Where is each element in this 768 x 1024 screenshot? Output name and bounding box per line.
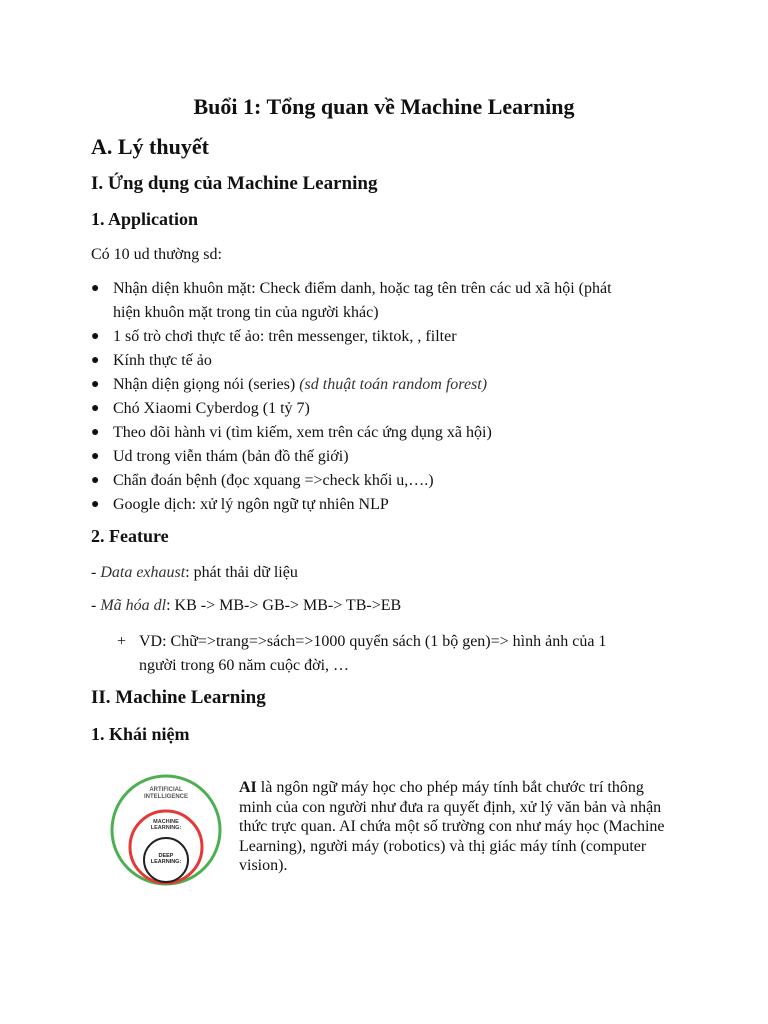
- list-item: [91, 373, 612, 397]
- feature-dash: -: [91, 597, 101, 614]
- example-line-2: người trong 60 năm cuộc đời, …: [139, 657, 350, 674]
- list-item: [91, 445, 612, 469]
- heading-concept: 1. Khái niệm: [91, 724, 190, 744]
- dl-label: DEEP: [158, 853, 174, 859]
- heading-machine-learning: II. Machine Learning: [91, 687, 266, 708]
- list-item: [91, 469, 612, 493]
- feature-dash: -: [91, 564, 101, 581]
- list-item-text: Kính thực tế ảo: [113, 352, 212, 369]
- ai-label: ARTIFICIAL: [149, 787, 183, 793]
- heading-feature: 2. Feature: [91, 526, 169, 546]
- feature-definition: : KB -> MB-> GB-> MB-> TB->EB: [166, 597, 402, 614]
- intro-text: Có 10 ud thường sd:: [91, 246, 222, 263]
- example-item: [117, 630, 677, 680]
- heading-application: 1. Application: [91, 209, 199, 229]
- bullet-icon: ●: [91, 401, 100, 416]
- list-item: [91, 349, 612, 373]
- bullet-icon: ●: [91, 497, 100, 512]
- list-item-text: Chẩn đoán bệnh (đọc xquang =>check khối u,….): [113, 472, 434, 489]
- feature-line-data-exhaust: [91, 564, 298, 582]
- feature-definition: : phát thải dữ liệu: [185, 564, 298, 581]
- ai-term: AI: [239, 779, 257, 796]
- ai-ml-dl-diagram: [106, 762, 226, 892]
- ai-definition-paragraph: [239, 778, 669, 876]
- feature-line-encoding: [91, 597, 401, 615]
- list-item: [91, 325, 612, 349]
- application-list: [91, 277, 612, 517]
- bullet-icon: ●: [91, 353, 100, 368]
- list-item: [91, 421, 612, 445]
- plus-icon: +: [117, 633, 127, 650]
- ml-label: LEARNING:: [150, 825, 182, 831]
- heading-ml-applications: I. Ứng dụng của Machine Learning: [91, 173, 378, 194]
- list-item-note: (sd thuật toán random forest): [299, 376, 488, 393]
- dl-label: LEARNING:: [150, 859, 182, 865]
- bullet-icon: ●: [91, 377, 100, 392]
- bullet-icon: ●: [91, 449, 100, 464]
- ai-definition-text: là ngôn ngữ máy học cho phép máy tính bắt chước trí thông minh của con người như đưa ra quyết định, xử lý văn bản và nhận thức trực quan. AI chứa một số trường con như máy học (Machine Learning), người máy (robotics) và thị giác máy tính (computer vision).: [239, 779, 665, 874]
- list-item: [91, 493, 612, 517]
- bullet-icon: ●: [91, 281, 100, 296]
- feature-term: Mã hóa dl: [100, 597, 167, 614]
- bullet-icon: ●: [91, 329, 100, 344]
- list-item-text: Ud trong viễn thám (bản đồ thế giới): [113, 448, 349, 465]
- list-item-text: Nhận diện khuôn mặt: Check điểm danh, hoặc tag tên trên các ud xã hội (phát: [113, 280, 612, 297]
- page-title: Buổi 1: Tổng quan về Machine Learning: [193, 94, 575, 119]
- ai-label: INTELLIGENCE: [143, 794, 189, 800]
- bullet-icon: ●: [91, 425, 100, 440]
- list-item-text: Google dịch: xử lý ngôn ngữ tự nhiên NLP: [113, 496, 389, 513]
- heading-theory: A. Lý thuyết: [91, 134, 209, 159]
- feature-term: Data exhaust: [100, 564, 186, 581]
- example-line-1: VD: Chữ=>trang=>sách=>1000 quyển sách (1 bộ gen)=> hình ảnh của 1: [139, 633, 607, 650]
- list-item-text: hiện khuôn mặt trong tin của người khác): [113, 304, 379, 321]
- list-item: [91, 277, 612, 301]
- list-item-text: Theo dõi hành vi (tìm kiếm, xem trên các ứng dụng xã hội): [113, 424, 492, 441]
- list-item: [91, 397, 612, 421]
- bullet-icon: ●: [91, 473, 100, 488]
- list-item-continuation: [91, 301, 612, 325]
- ml-label: MACHINE: [153, 819, 179, 825]
- list-item-text: 1 số trò chơi thực tế ảo: trên messenger, tiktok, , filter: [113, 328, 457, 345]
- list-item-text: Nhận diện giọng nói (series): [113, 376, 300, 393]
- list-item-text: Chó Xiaomi Cyberdog (1 tỷ 7): [113, 400, 310, 417]
